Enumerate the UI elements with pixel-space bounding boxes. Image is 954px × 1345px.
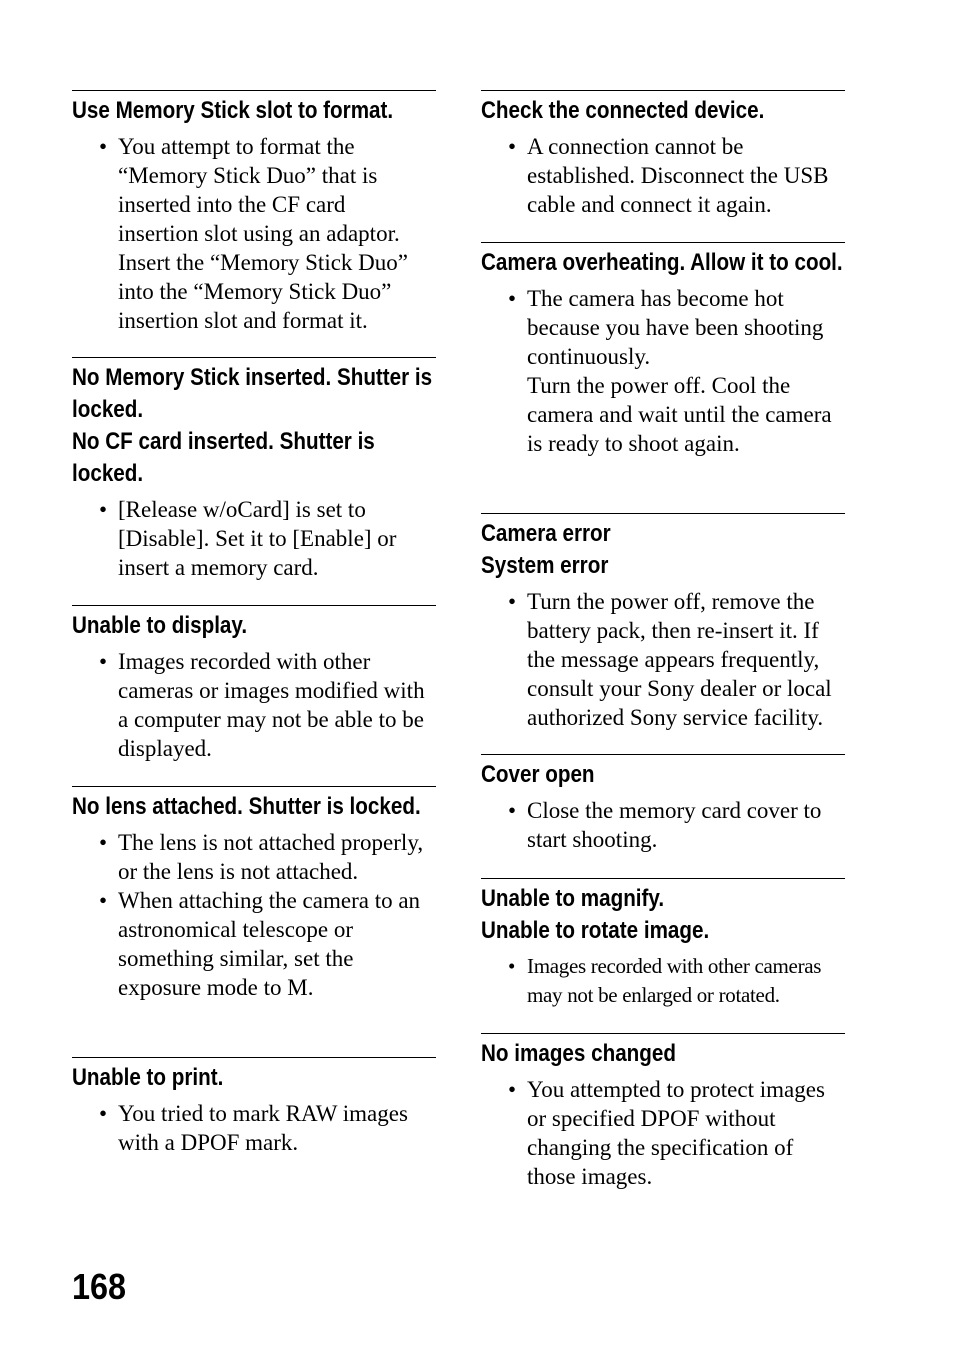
- heading-line: Cover open: [481, 761, 595, 788]
- bullet-item: • A connection cannot be established. Disconnect the USB cable and connect it again.: [508, 134, 829, 217]
- message-section: [72, 605, 436, 786]
- bullet-list: [72, 132, 436, 335]
- bullet-item: • You attempt to format the “Memory Stick Duo” that is inserted into the CF card insertion slot using an adaptor. Insert the “Memory Stick Duo” into the “Memory Stick Duo” insertion slot and format it.: [99, 134, 408, 333]
- heading-line: Unable to rotate image.: [481, 917, 710, 944]
- heading-line: Camera error: [481, 520, 611, 547]
- message-heading: [481, 95, 844, 127]
- bullet-icon: •: [508, 1077, 517, 1102]
- message-heading: [481, 883, 844, 947]
- message-section: [72, 1057, 436, 1157]
- bullet-icon: •: [508, 954, 516, 978]
- bullet-icon: •: [508, 286, 517, 311]
- bullet-list: [72, 647, 436, 763]
- message-section: [481, 1033, 845, 1191]
- bullet-item: • Close the memory card cover to start shooting.: [508, 798, 822, 852]
- bullet-item: • You tried to mark RAW images with a DPOF mark.: [99, 1101, 408, 1155]
- heading-line: Unable to magnify.: [481, 885, 665, 912]
- bullet-item: • The camera has become hot because you have been shooting continuously. Turn the power off. Cool the camera and wait until the camera is ready to shoot again.: [508, 286, 832, 456]
- bullet-item: • The lens is not attached properly, or the lens is not attached.: [99, 830, 424, 884]
- heading-line: Camera overheating. Allow it to cool.: [481, 249, 843, 276]
- right-column: [481, 90, 845, 1191]
- bullet-item: • Turn the power off, remove the battery pack, then re-insert it. If the message appears frequently, consult your Sony dealer or local authorized Sony service facility.: [508, 589, 832, 730]
- bullet-list: [481, 952, 845, 1010]
- message-heading: [72, 791, 435, 823]
- heading-line: No lens attached. Shutter is locked.: [72, 793, 421, 820]
- bullet-icon: •: [99, 830, 108, 855]
- bullet-icon: •: [99, 649, 108, 674]
- message-section: [481, 90, 845, 242]
- bullet-icon: •: [99, 497, 108, 522]
- bullet-icon: •: [508, 798, 517, 823]
- message-section: [481, 754, 845, 878]
- bullet-icon: •: [508, 589, 517, 614]
- page-number: 168: [72, 1266, 127, 1307]
- message-heading: [481, 518, 844, 582]
- message-heading: [72, 95, 435, 127]
- heading-line: System error: [481, 552, 609, 579]
- left-column: [72, 90, 436, 1157]
- bullet-icon: •: [99, 888, 108, 913]
- bullet-item: • When attaching the camera to an astronomical telescope or something similar, set the exposure mode to M.: [99, 888, 421, 1000]
- heading-line: Use Memory Stick slot to format.: [72, 97, 394, 124]
- message-heading: [481, 247, 844, 279]
- message-section: [481, 513, 845, 754]
- bullet-list: [481, 1075, 845, 1191]
- message-section: [72, 90, 436, 357]
- message-section: [72, 357, 436, 605]
- message-heading: [72, 1062, 435, 1094]
- bullet-icon: •: [99, 1101, 108, 1126]
- message-heading: [72, 610, 435, 642]
- bullet-icon: •: [99, 134, 108, 159]
- heading-line: Unable to print.: [72, 1064, 224, 1091]
- message-heading: [481, 1038, 844, 1070]
- bullet-list: [72, 495, 436, 582]
- bullet-list: [481, 132, 845, 219]
- message-section: [481, 242, 845, 513]
- heading-line: No images changed: [481, 1040, 676, 1067]
- bullet-item: • You attempted to protect images or specified DPOF without changing the specification of those images.: [508, 1077, 825, 1189]
- bullet-item: • Images recorded with other cameras may not be enlarged or rotated.: [508, 954, 822, 1007]
- heading-line: Unable to display.: [72, 612, 248, 639]
- bullet-list: [481, 796, 845, 854]
- message-heading: [72, 362, 435, 490]
- bullet-item: • Images recorded with other cameras or images modified with a computer may not be able to be displayed.: [99, 649, 425, 761]
- heading-line: No Memory Stick inserted. Shutter is locked.: [72, 364, 433, 423]
- bullet-list: [72, 1099, 436, 1157]
- message-heading: [481, 759, 844, 791]
- bullet-list: [481, 587, 845, 732]
- message-section: [481, 878, 845, 1033]
- bullet-icon: •: [508, 134, 517, 159]
- message-section: [72, 786, 436, 1057]
- heading-line: Check the connected device.: [481, 97, 765, 124]
- bullet-list: [72, 828, 436, 1002]
- bullet-item: • [Release w/oCard] is set to [Disable]. Set it to [Enable] or insert a memory card.: [99, 497, 397, 580]
- bullet-list: [481, 284, 845, 458]
- heading-line: No CF card inserted. Shutter is locked.: [72, 428, 375, 487]
